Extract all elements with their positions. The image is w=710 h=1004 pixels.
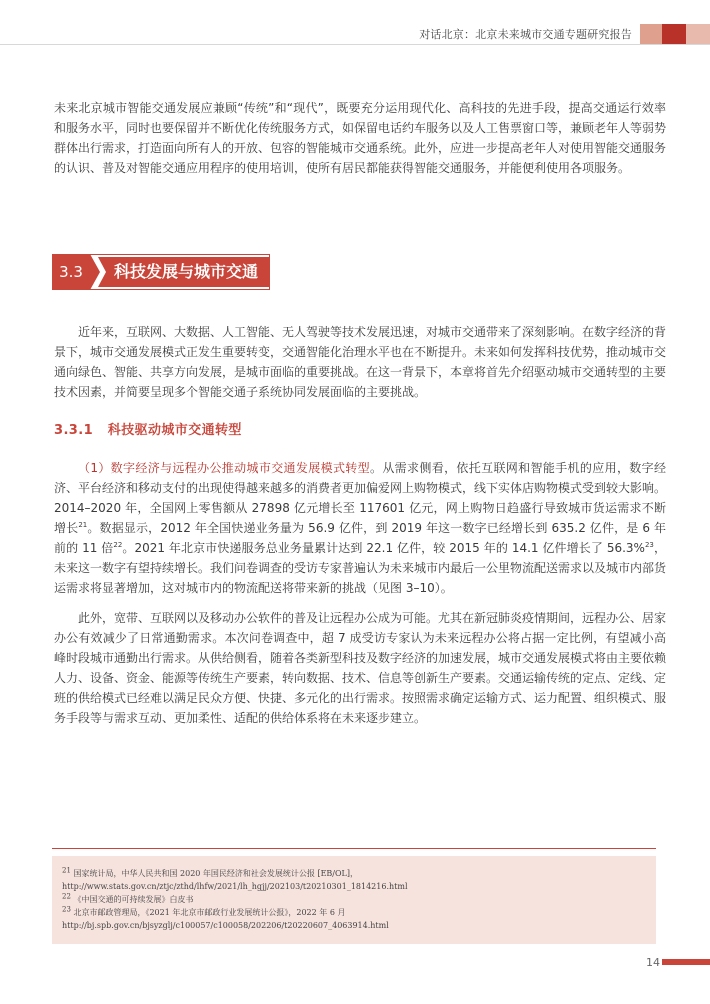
page-number: 14 [646,956,660,969]
header-accent-block [640,24,662,44]
section-heading [52,254,270,290]
header-accent-block [686,24,710,44]
footnote-ref[interactable]: 23 [644,541,654,549]
arrow-right-icon [90,254,100,290]
body-paragraph [54,458,666,598]
footnote-text: 《中国交通的可持续发展》白皮书 [73,895,194,904]
subsection-title: 科技驱动城市交通转型 [107,423,242,438]
paragraph-lead: （1）数字经济与远程办公推动城市交通发展模式转型 [78,461,370,475]
footnote-divider [52,848,656,849]
subsection-number: 3.3.1 [54,423,94,438]
page-number-bar [662,959,710,965]
report-title: 对话北京：北京未来城市交通专题研究报告 [419,28,632,41]
footnote [62,893,648,906]
section-title: 科技发展与城市交通 [114,262,259,281]
footnote-ref[interactable]: 22 [113,541,123,549]
footnote-text: 北京市邮政管理局，《2021 年北京市邮政行业发展统计公报》，2022 年 6 月 http://bj.spb.gov.cn/bjsyzglj/c100057/c100058/202206/t20220607_4063914.html [62,908,389,930]
paragraph-text: 。2021 年北京市快递服务总业务量累计达到 22.1 亿件，较 2015 年的 14.1 亿件增长了 56.3% [122,541,645,555]
intro-paragraph: 未来北京城市智能交通发展应兼顾“传统”和“现代”，既要充分运用现代化、高科技的先进手段，提高交通运行效率和服务水平，同时也要保留并不断优化传统服务方式，如保留电话约车服务以及人工售票窗口等，兼顾老年人等弱势群体出行需求，打造面向所有人的开放、包容的智能城市交通系统。此外，应进一步提高老年人对使用智能交通服务的认识、普及对智能交通应用程序的使用培训，使所有居民都能获得智能交通服务，并能便利使用各项服务。 [54,101,667,175]
header-accent-block [662,24,686,44]
footnote-number: 23 [62,905,71,914]
footnote [62,906,648,932]
footnote-number: 22 [62,892,71,901]
footnote-text: 国家统计局，中华人民共和国 2020 年国民经济和社会发展统计公报 [EB/OL]，http://www.stats.gov.cn/ztjc/zthd/lhfw/2021/lh_hgjj/202103/t20210301_1814216.html [62,869,408,891]
page-header [0,0,710,46]
paragraph-text: 。从需求侧看，依托互联网和智能手机的应用，数字经济、平台经济和移动支付的出现使得越来越多的消费者更加偏爱网上购物模式，线下实体店购物模式受到较大影响。2014–2020 年，全国网上零售额从 27898 亿元增长至 117601 亿元，网上购物日趋盛行导致城市货运需求不断增长 [54,461,667,535]
footnote [62,867,648,893]
footnote-ref[interactable]: 21 [78,521,88,529]
subsection-heading [54,419,242,438]
section-intro-paragraph: 近年来，互联网、大数据、人工智能、无人驾驶等技术发展迅速，对城市交通带来了深刻影响。在数字经济的背景下，城市交通发展模式正发生重要转变，交通智能化治理水平也在不断提升。未来如何发挥科技优势，推动城市交通向绿色、智能、共享方向发展，是城市面临的重要挑战。在这一背景下，本章将首先介绍驱动城市交通转型的主要技术因素，并简要呈现多个智能交通子系统协同发展面临的主要挑战。 [54,325,667,399]
paragraph-text: ，未来这一数字有望持续增长。我们问卷调查的受访专家普遍认为未来城市内最后一公里物流配送需求以及城市内部货运需求将显著增加，这对城市内的物流配送将带来新的挑战（见图 3–10）。 [54,541,667,595]
body-paragraph: 此外，宽带、互联网以及移动办公软件的普及让远程办公成为可能。尤其在新冠肺炎疫情期间，远程办公、居家办公有效减少了日常通勤需求。本次问卷调查中，超 7 成受访专家认为未来远程办公将占据一定比例，有望减小高峰时段城市通勤出行需求。从供给侧看，随着各类新型科技及数字经济的加速发展，城市交通发展模式将由主要依赖人力、设备、资金、能源等传统生产要素，转向数据、技术、信息等创新生产要素。交通运输传统的定点、定线、定班的供给模式已经难以满足民众方便、快捷、多元化的出行需求。按照需求确定运输方式、运力配置、组织模式、服务手段等与需求互动、更加柔性、适配的供给体系将在未来逐步建立。 [54,611,667,725]
section-number: 3.3 [52,254,90,290]
footnote-number: 21 [62,866,71,875]
paragraph-text: 。数据显示，2012 年全国快递业务量为 56.9 亿件，到 2019 年这一数字已经增长到 635.2 亿件，是 6 年前的 11 倍 [54,521,666,555]
header-divider [0,44,710,45]
